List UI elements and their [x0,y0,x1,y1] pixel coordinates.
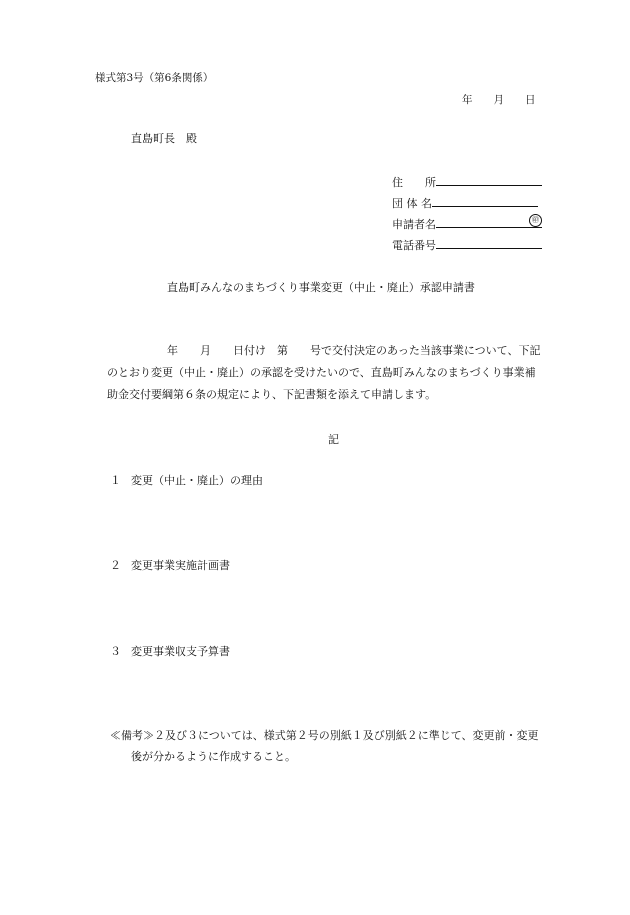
phone-line [436,235,542,249]
group-line [432,193,538,207]
addressee: 直島町長 殿 [131,132,197,145]
phone-label: 電話番号 [392,239,436,252]
address-row [392,172,542,190]
date-line: 年 月 日 [462,94,536,106]
item-3-number: ３ [110,645,121,658]
item-1-text: 変更（中止・廃止）の理由 [131,474,263,487]
address-line [436,172,542,186]
document-title: 直島町みんなのまちづくり事業変更（中止・廃止）承認申請書 [167,281,475,294]
body-paragraph [107,340,573,406]
body-line-2: のとおり変更（中止・廃止）の承認を受けたいので、直島町みんなのまちづくり事業補 [107,366,536,379]
item-2-number: ２ [110,559,121,572]
group-label: 団 体 名 [392,197,432,210]
seal-icon: ㊞ [529,214,542,227]
list-item-3 [110,643,230,659]
list-item-1 [110,472,263,488]
item-1-number: １ [110,474,121,487]
note-line-2: 後が分かるように作成すること。 [131,750,296,763]
group-row [392,193,538,211]
applicant-line [436,214,542,228]
form-number: 様式第3号（第6条関係） [95,72,214,84]
item-3-text: 変更事業収支予算書 [131,645,230,658]
list-item-2 [110,557,230,573]
note-line-1: ≪備考≫２及び３については、様式第２号の別紙１及び別紙２に準じて、変更前・変更 [110,729,539,742]
ki-heading: 記 [328,433,339,446]
item-2-text: 変更事業実施計画書 [131,559,230,572]
remarks-note [110,725,574,767]
applicant-row [392,214,542,232]
address-label: 住 所 [392,176,436,189]
phone-row [392,235,542,253]
body-line-3: 助金交付要綱第６条の規定により、下記書類を添えて申請します。 [107,388,437,401]
body-line-1: 年 月 日付け 第 号で交付決定のあった当該事業について、下記 [167,344,541,357]
applicant-label: 申請者名 [392,218,436,231]
